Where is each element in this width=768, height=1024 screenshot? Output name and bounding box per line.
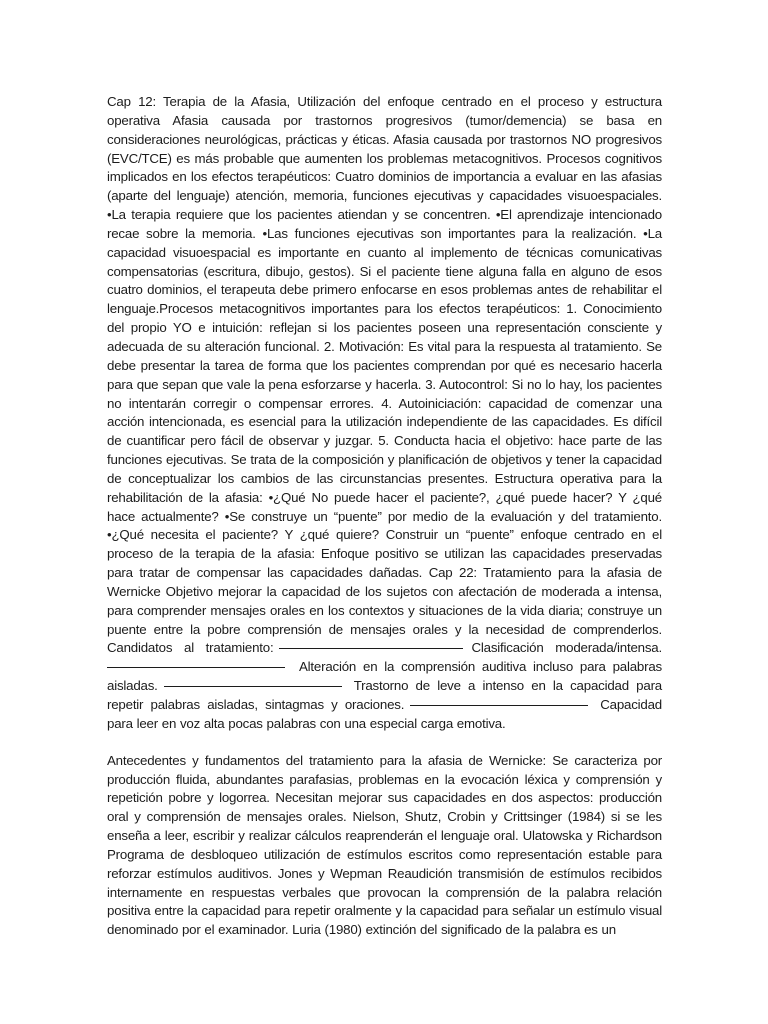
paragraph-aphasia-therapy [107, 93, 662, 734]
candidate-criterion-4: Capacidad para leer en voz alta pocas palabras con una especial carga emotiva. [107, 697, 662, 731]
candidate-criterion-3: Trastorno de leve a intenso en la capacidad para repetir palabras aisladas, sintagmas y oraciones. [107, 678, 662, 712]
fill-in-blank-line [164, 686, 342, 687]
fill-in-blank-line [107, 667, 285, 668]
paragraph-wernicke-background: Antecedentes y fundamentos del tratamiento para la afasia de Wernicke: Se caracteriza por producción fluida, abundantes parafasias, problemas en la evocación léxica y comprensión y repetición pobre y logorrea. Necesitan mejorar sus capacidades en dos aspectos: producción oral y comprensión de mensajes orales. Nielson, Shutz, Crobin y Crittsinger (1984) si se les enseña a leer, escribir y realizar cálculos reaprenderán el lenguaje oral. Ulatowska y Richardson Programa de desbloqueo utilización de estímulos escritos como representación estable para reforzar estímulos auditivos. Jones y Wepman Reaudición transmisión de estímulos recibidos internamente en respuestas verbales que provocan la comprensión de la palabra relación positiva entre la capacidad para repetir oralmente y la capacidad para señalar un estímulo visual denominado por el examinador. Luria (1980) extinción del significado de la palabra es un [107, 752, 662, 938]
fill-in-blank-line [279, 648, 463, 649]
candidate-criterion-2: Alteración en la comprensión auditiva incluso para palabras aisladas. [107, 659, 662, 694]
fill-in-blank-line [410, 705, 588, 706]
candidate-criterion-1: Clasificación moderada/intensa. [471, 640, 662, 656]
paragraph-aphasia-therapy-text: Cap 12: Terapia de la Afasia, Utilización del enfoque centrado en el proceso y estructura operativa Afasia causada por trastornos progresivos (tumor/demencia) se basa en consideraciones neurológicas, prácticas y éticas. Afasia causada por trastornos NO progresivos (EVC/TCE) es más probable que aumenten los problemas metacognitivos. Procesos cognitivos implicados en los efectos terapéuticos: Cuatro dominios de importancia a evaluar en las afasias (aparte del lenguaje) atención, memoria, funciones ejecutivas y capacidades visuoespaciales. •La terapia requiere que los pacientes atiendan y se concentren. •El aprendizaje intencionado recae sobre la memoria. •Las funciones ejecutivas son importantes para la realización. •La capacidad visuoespacial es importante en cuanto al implemento de técnicas comunicativas compensatorias (escritura, dibujo, gestos). Si el paciente tiene alguna falla en alguno de esos cuatro dominios, el terapeuta debe primero enfocarse en esos problemas antes de rehabilitar el lenguaje.Procesos metacognitivos importantes para los efectos terapéuticos: 1. Conocimiento del propio YO e intuición: reflejan si los pacientes poseen una representación consciente y adecuada de su alteración funcional. 2. Motivación: Es vital para la respuesta al tratamiento. Se debe presentar la tarea de forma que los pacientes comprendan por qué es necesario hacerla para que sepan que vale la pena esforzarse y hacerla. 3. Autocontrol: Si no lo hay, los pacientes no intentarán corregir o compensar errores. 4. Autoiniciación: capacidad de comenzar una acción intencionada, es esencial para la utilización independiente de las capacidades. Es difícil de cuantificar pero fácil de observar y juzgar. 5. Conducta hacia el objetivo: hace parte de las funciones ejecutivas. Se trata de la composición y planificación de objetivos y tener la capacidad de conceptualizar los cambios de las circunstancias presentes. Estructura operativa para la rehabilitación de la afasia: •¿Qué No puede hacer el paciente?, ¿qué puede hacer? Y ¿qué hace actualmente? •Se construye un “puente” por medio de la evaluación y del tratamiento. •¿Qué necesita el paciente? Y ¿qué quiere? Construir un “puente” enfoque centrado en el proceso de la terapia de la afasia: Enfoque positivo se utilizan las capacidades preservadas para tratar de compensar las capacidades dañadas. Cap 22: Tratamiento para la afasia de Wernicke Objetivo mejorar la capacidad de los sujetos con afectación de moderada a intensa, para comprender mensajes orales en los contextos y situaciones de la vida diaria; construye un puente entre la pobre comprensión de mensajes orales y la necesidad de comprenderlos. Candidatos al tratamiento: [107, 94, 662, 656]
